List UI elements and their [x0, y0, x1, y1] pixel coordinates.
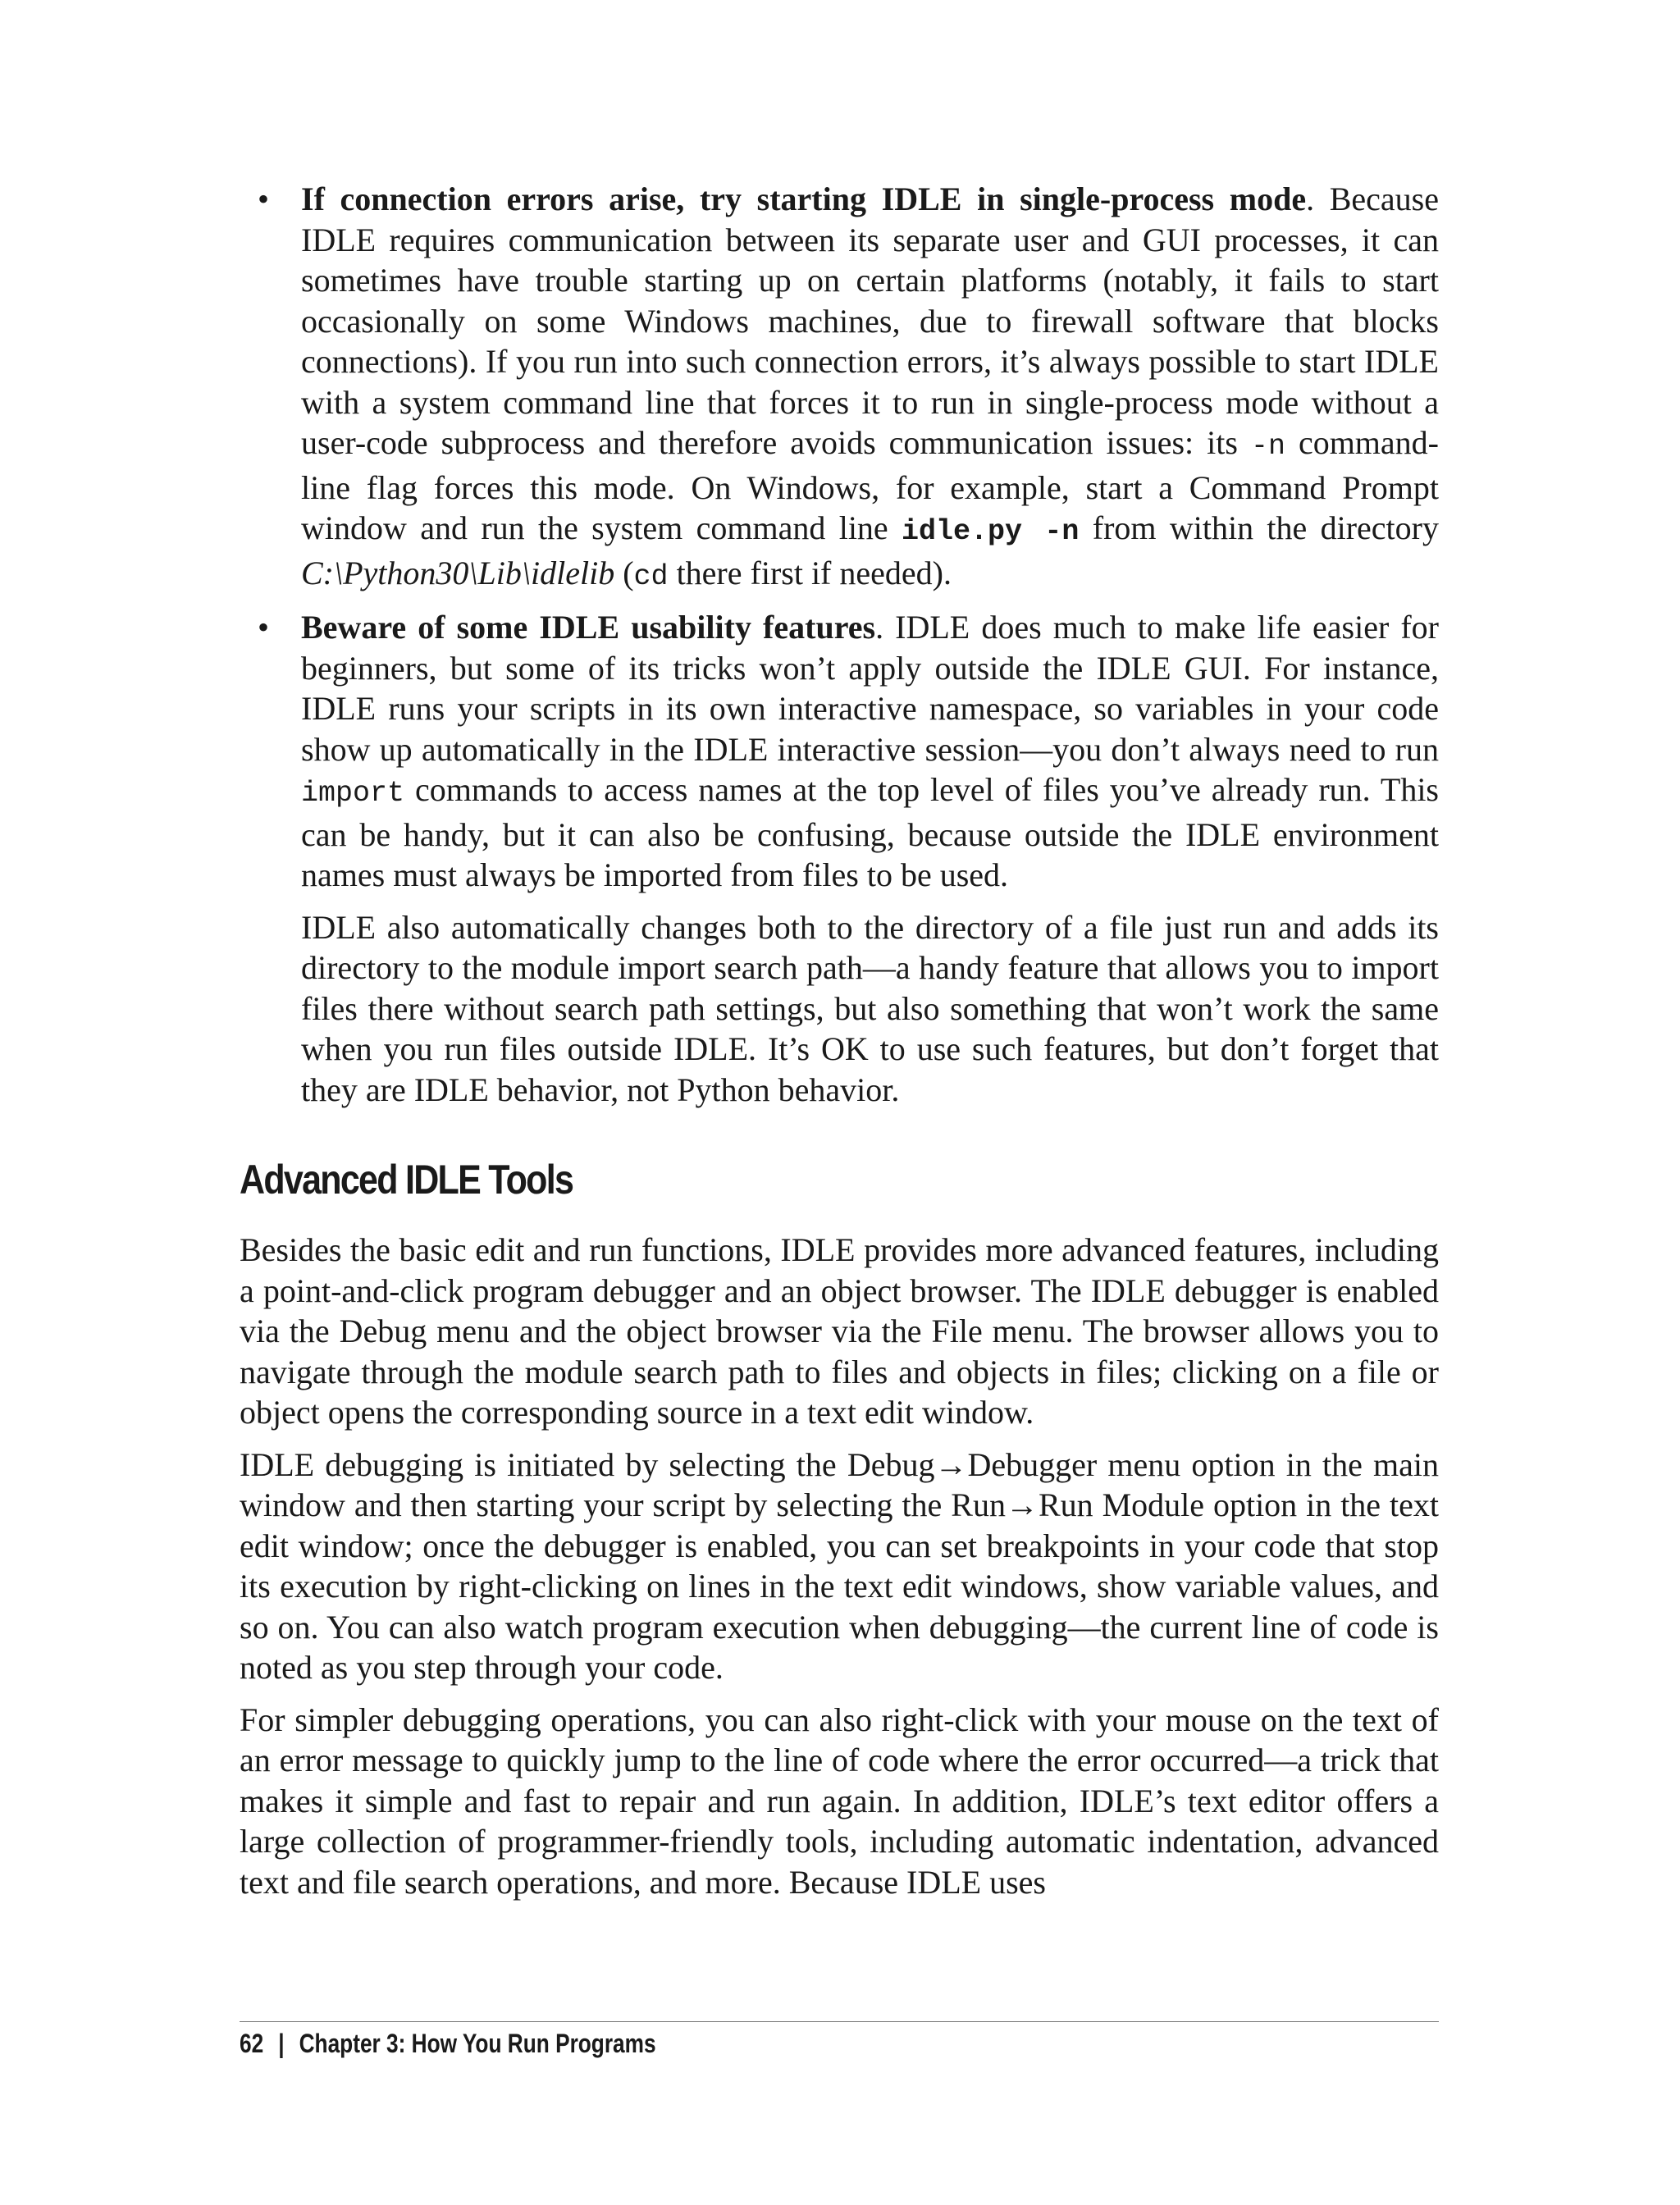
- bullet-marker: •: [258, 609, 270, 646]
- page-number: 62: [240, 2029, 264, 2058]
- body-paragraph: IDLE debugging is initiated by selecting the Debug→Debugger menu option in the main window and then starting your script by selecting the Run→Run Module option in the text edit window; once the debugger is enabled, you can set breakpoints in your code that stop its execution by right-clicking on lines in the text edit windows, show variable values, and so on. You can also watch program execution when debugging—the current line of code is noted as you step through your code.: [240, 1445, 1439, 1686]
- inline-code: import: [301, 777, 405, 810]
- page-body: [240, 179, 1439, 1914]
- bullet-text: command-line flag forces this mode. On Windows, for example, start a Command Prompt window and run the system command line: [301, 424, 1439, 546]
- inline-code: cd: [633, 559, 669, 593]
- bullet-lead: Beware of some IDLE usability features: [301, 609, 876, 646]
- footer-rule: [240, 2021, 1439, 2022]
- bullet-list: [240, 179, 1439, 1110]
- bullet-text: from within the directory: [1079, 509, 1439, 546]
- bullet-sub-paragraph: IDLE also automatically changes both to the directory of a file just run and adds its directory to the module import search path—a handy feature that allows you to import files there without search path settings, but also something that won’t work the same when you run files outside IDLE. It’s OK to use such features, but don’t forget that they are IDLE behavior, not Python behavior.: [301, 908, 1439, 1108]
- chapter-title: Chapter 3: How You Run Programs: [299, 2029, 656, 2058]
- footer-separator: |: [278, 2029, 285, 2058]
- section-heading: Advanced IDLE Tools: [240, 1157, 573, 1203]
- page-footer: [240, 2026, 656, 2061]
- bullet-text: commands to access names at the top level of files you’ve already run. This can be handy, but it can also be confusing, because outside the IDLE environment names must always be imported from files to be used.: [301, 771, 1439, 893]
- bullet-item-usability-features: [240, 607, 1439, 1110]
- inline-code: -n: [1250, 430, 1285, 463]
- bullet-text: there first if needed).: [668, 554, 952, 591]
- inline-code-command: idle.py -n: [902, 515, 1080, 548]
- body-paragraph: For simpler debugging operations, you can also right-click with your mouse on the text of an error message to quickly jump to the line of code where the error occurred—a trick that makes it simple and fast to repair and run again. In addition, IDLE’s text editor offers a large collection of programmer-friendly tools, including automatic indentation, advanced text and file search operations, and more. Because IDLE uses: [240, 1701, 1439, 1901]
- bullet-text: . Because IDLE requires communication between its separate user and GUI processes, it can sometimes have trouble starting up on certain platforms (notably, it fails to start occasionally on some Windows machines, due to firewall software that blocks connections). If you run into such connection errors, it’s always possible to start IDLE with a system command line that forces it to run in single-process mode without a user-code subprocess and therefore avoids communication issues: its: [301, 180, 1439, 461]
- directory-path: C:\Python30\Lib\idlelib: [301, 554, 615, 591]
- bullet-lead: If connection errors arise, try starting IDLE in single-process mode: [301, 180, 1307, 217]
- bullet-text: (: [614, 554, 634, 591]
- bullet-marker: •: [258, 180, 270, 217]
- body-paragraph: Besides the basic edit and run functions, IDLE provides more advanced features, including a point-and-click program debugger and an object browser. The IDLE debugger is enabled via the Debug menu and the object browser via the File menu. The browser allows you to navigate through the module search path to files and objects in files; clicking on a file or object opens the corresponding source in a text edit window.: [240, 1231, 1439, 1431]
- bullet-item-connection-errors: [240, 179, 1439, 597]
- bullet-text: . IDLE does much to make life easier for beginners, but some of its tricks won’t apply outside the IDLE GUI. For instance, IDLE runs your scripts in its own interactive namespace, so variables in your code show up automatically in the IDLE interactive session—you don’t always need to run: [301, 609, 1440, 768]
